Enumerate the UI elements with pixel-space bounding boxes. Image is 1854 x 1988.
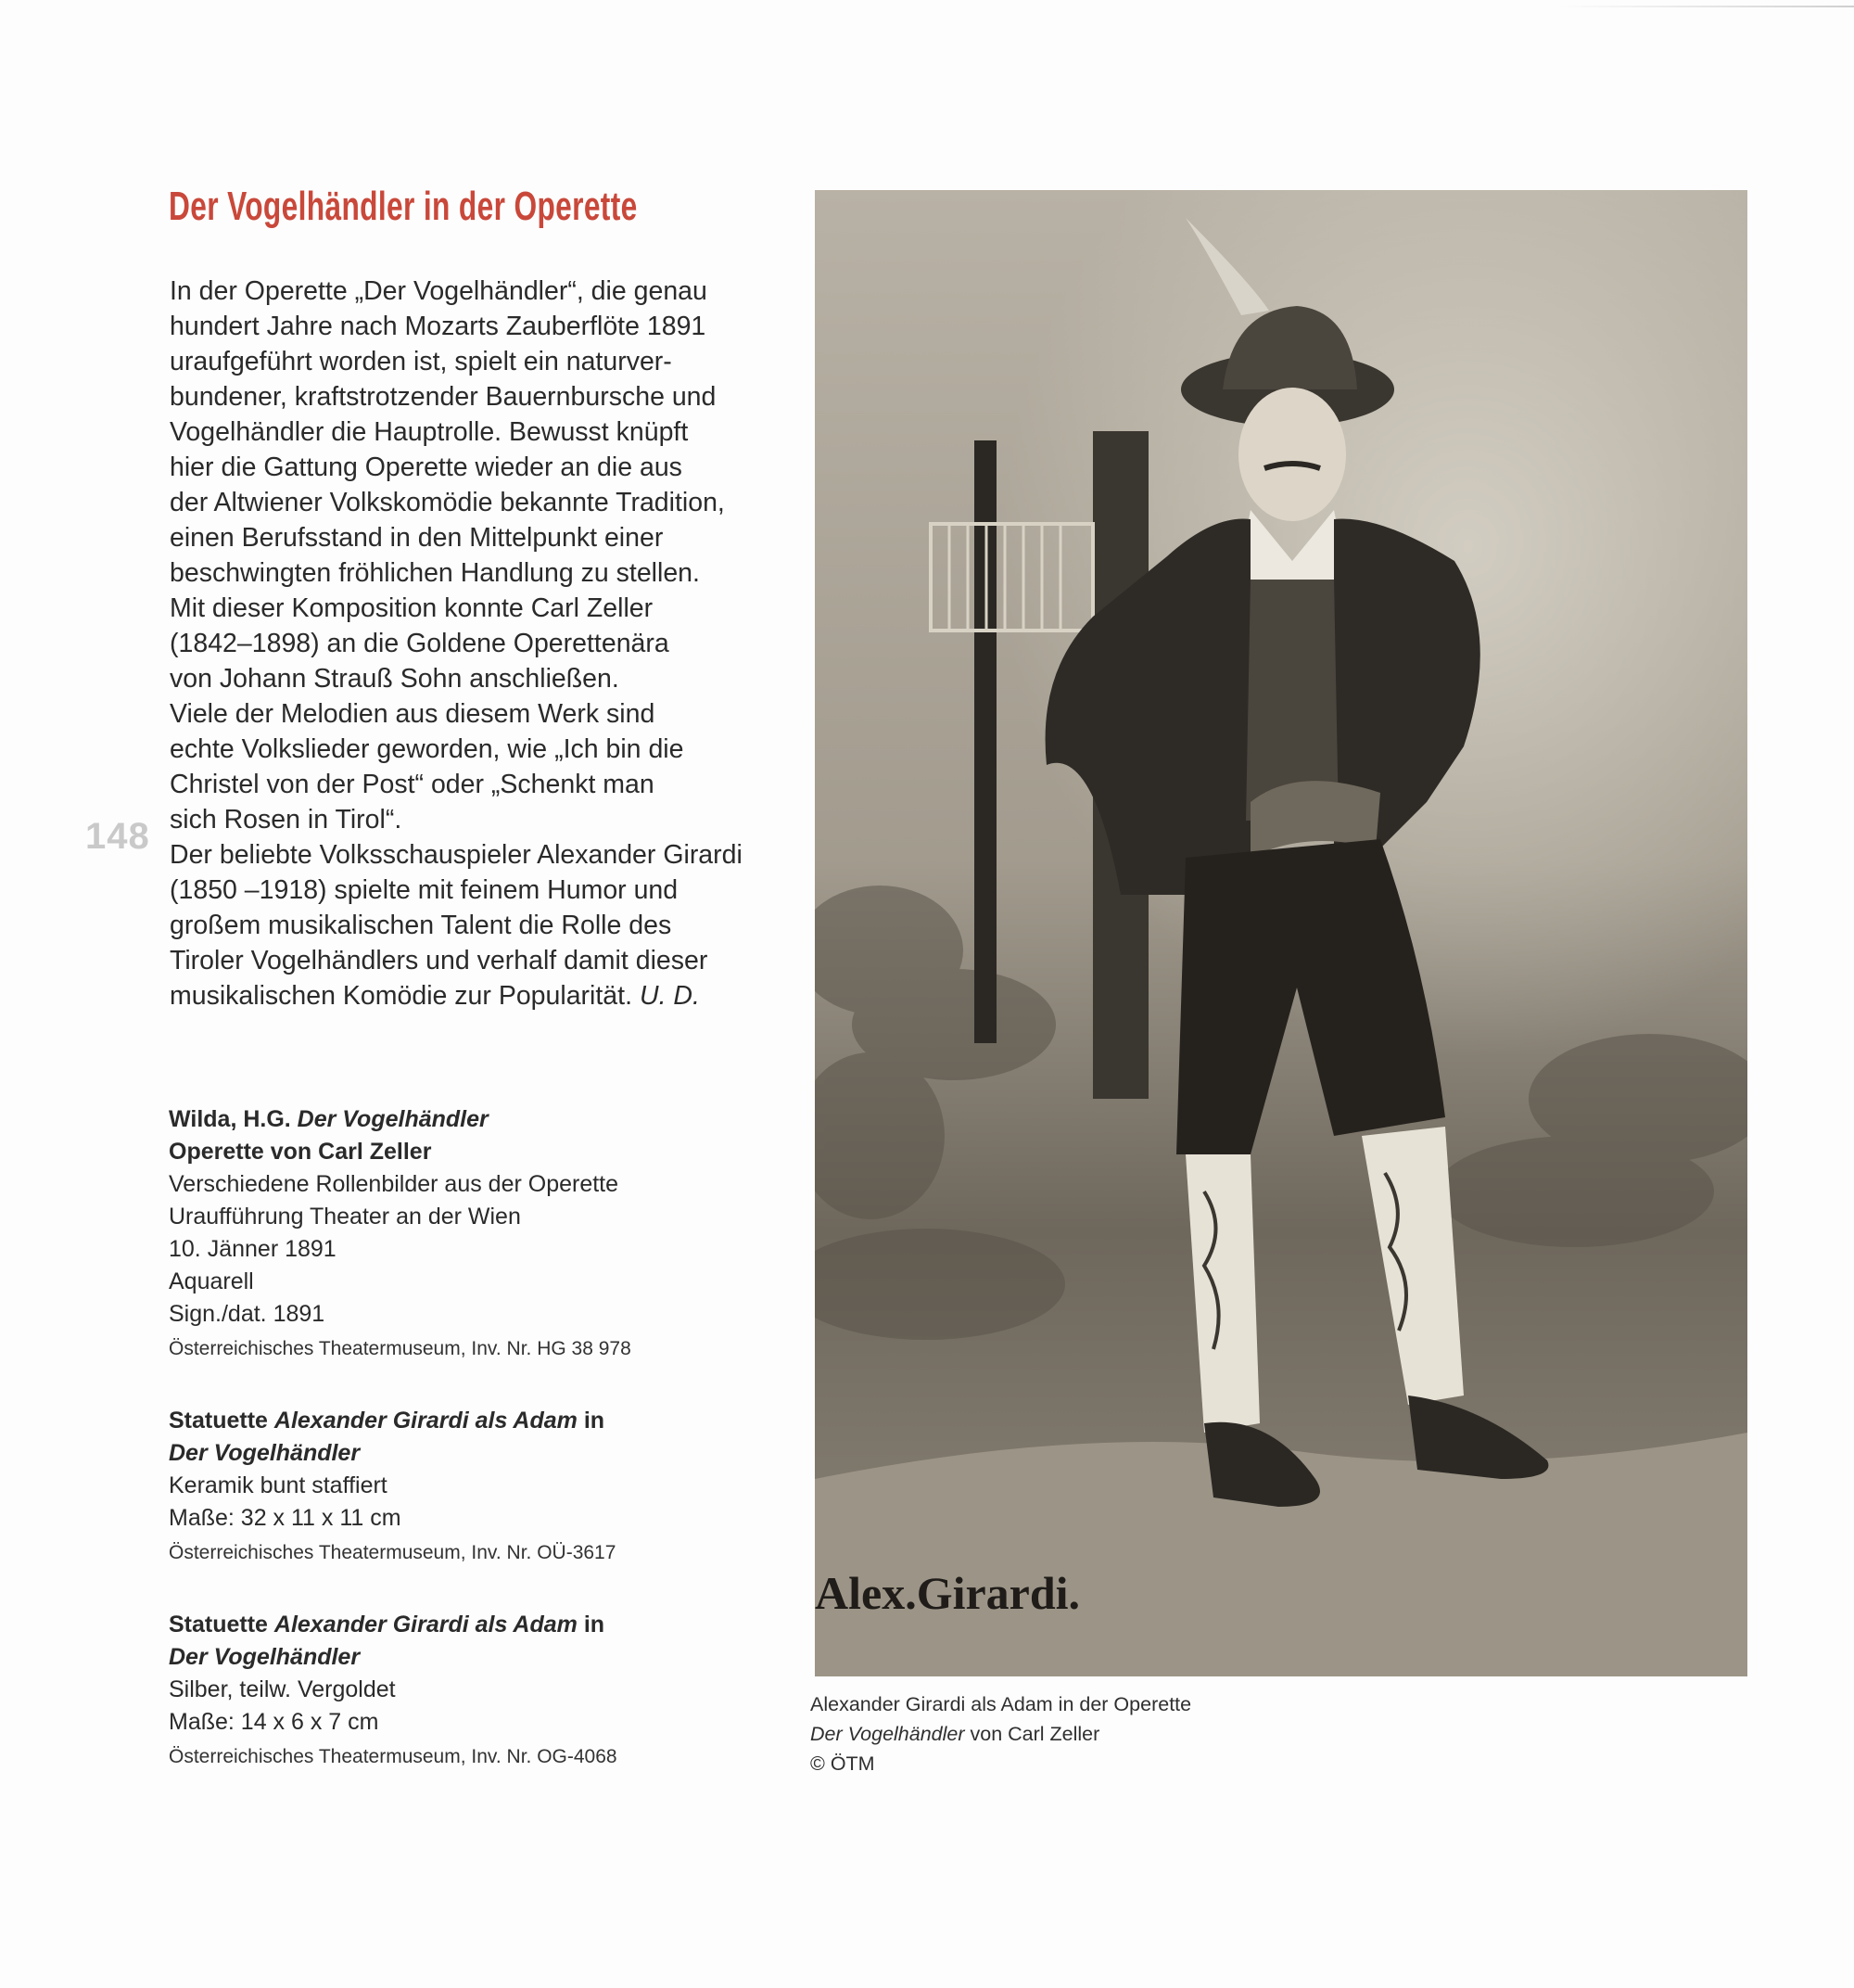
entry-title-italic: Alexander Girardi als Adam (273, 1408, 578, 1434)
entry-title (169, 1103, 743, 1136)
body-line-text: musikalischen Komödie zur Popularität. (170, 981, 632, 1011)
top-rule (1557, 6, 1854, 7)
body-line: Viele der Melodien aus diesem Werk sind (170, 699, 655, 729)
body-line: (1842–1898) an die Goldene Operettenära (170, 629, 669, 658)
entry-title (169, 1609, 743, 1641)
photo-signature: Alex.Girardi. (815, 1567, 1081, 1619)
caption-line-1: Alexander Girardi als Adam in der Operette (810, 1693, 1192, 1715)
page-number: 148 (85, 816, 150, 857)
catalogue-entry-3 (169, 1609, 743, 1776)
entry-title-line2: Der Vogelhändler (169, 1644, 361, 1670)
entry-title-tail: in (577, 1612, 605, 1638)
body-line: Vogelhändler die Hauptrolle. Bewusst knüpft (170, 417, 689, 447)
body-line-last (170, 978, 744, 1013)
body-line: bundener, kraftstrotzender Bauernbursche und (170, 382, 717, 412)
author-initials: U. D. (640, 981, 700, 1011)
entry-subtitle: Operette von Carl Zeller (169, 1139, 432, 1165)
entry-source: Österreichisches Theatermuseum, Inv. Nr. HG 38 978 (169, 1338, 631, 1359)
body-line: großem musikalischen Talent die Rolle des (170, 911, 672, 940)
catalogue-entry-1 (169, 1103, 743, 1368)
body-line: hundert Jahre nach Mozarts Zauberflöte 1891 (170, 312, 706, 341)
body-line: uraufgeführt worden ist, spielt ein naturver- (170, 347, 672, 376)
article-body (170, 274, 744, 1013)
body-line: (1850 –1918) spielte mit feinem Humor und (170, 875, 679, 905)
girardi-photograph (815, 190, 1747, 1676)
body-line: Mit dieser Komposition konnte Carl Zeller (170, 593, 654, 623)
photograph-image (815, 190, 1747, 1676)
entry-detail: Silber, teilw. Vergoldet (169, 1676, 396, 1702)
entry-title-italic: Alexander Girardi als Adam (273, 1612, 578, 1638)
entry-title-plain: Statuette (169, 1612, 274, 1638)
entry-detail: Maße: 32 x 11 x 11 cm (169, 1505, 401, 1531)
entry-detail: Aquarell (169, 1268, 254, 1294)
caption-line-2 (810, 1719, 1191, 1749)
body-line: Tiroler Vogelhändlers und verhalf damit dieser (170, 946, 708, 975)
body-line: Der beliebte Volksschauspieler Alexander Girardi (170, 840, 743, 870)
entry-source: Österreichisches Theatermuseum, Inv. Nr. OG-4068 (169, 1746, 617, 1767)
entry-title-italic: Der Vogelhändler (297, 1106, 489, 1132)
entry-source: Österreichisches Theatermuseum, Inv. Nr. OÜ-3617 (169, 1542, 616, 1563)
entry-title-plain: Statuette (169, 1408, 274, 1434)
article-heading: Der Vogelhändler in der Operette (169, 184, 638, 229)
body-line: der Altwiener Volkskomödie bekannte Tradition, (170, 488, 725, 517)
body-line: In der Operette „Der Vogelhändler“, die genau (170, 276, 707, 306)
body-line: von Johann Strauß Sohn anschließen. (170, 664, 619, 694)
entry-title-plain: Wilda, H.G. (169, 1106, 298, 1132)
body-line: Christel von der Post“ oder „Schenkt man (170, 770, 654, 799)
caption-copyright: © ÖTM (810, 1752, 875, 1775)
entry-title-line2: Der Vogelhändler (169, 1440, 361, 1466)
entry-detail: Maße: 14 x 6 x 7 cm (169, 1709, 379, 1735)
entry-detail: Uraufführung Theater an der Wien (169, 1204, 521, 1230)
body-line: beschwingten fröhlichen Handlung zu stellen. (170, 558, 700, 588)
catalogue-entry-2 (169, 1405, 743, 1572)
entry-detail: Keramik bunt staffiert (169, 1472, 387, 1498)
body-line: sich Rosen in Tirol“. (170, 805, 402, 835)
entry-title (169, 1405, 743, 1437)
caption-line-2-rest: von Carl Zeller (964, 1723, 1100, 1745)
body-line: einen Berufsstand in den Mittelpunkt einer (170, 523, 664, 553)
entry-detail: Sign./dat. 1891 (169, 1301, 325, 1327)
body-line: echte Volkslieder geworden, wie „Ich bin die (170, 734, 684, 764)
entry-detail: 10. Jänner 1891 (169, 1236, 337, 1262)
photo-caption (810, 1689, 1191, 1778)
caption-title-italic: Der Vogelhändler (810, 1723, 965, 1745)
entry-detail: Verschiedene Rollenbilder aus der Operette (169, 1171, 619, 1197)
body-line: hier die Gattung Operette wieder an die aus (170, 452, 682, 482)
entry-title-tail: in (577, 1408, 605, 1434)
